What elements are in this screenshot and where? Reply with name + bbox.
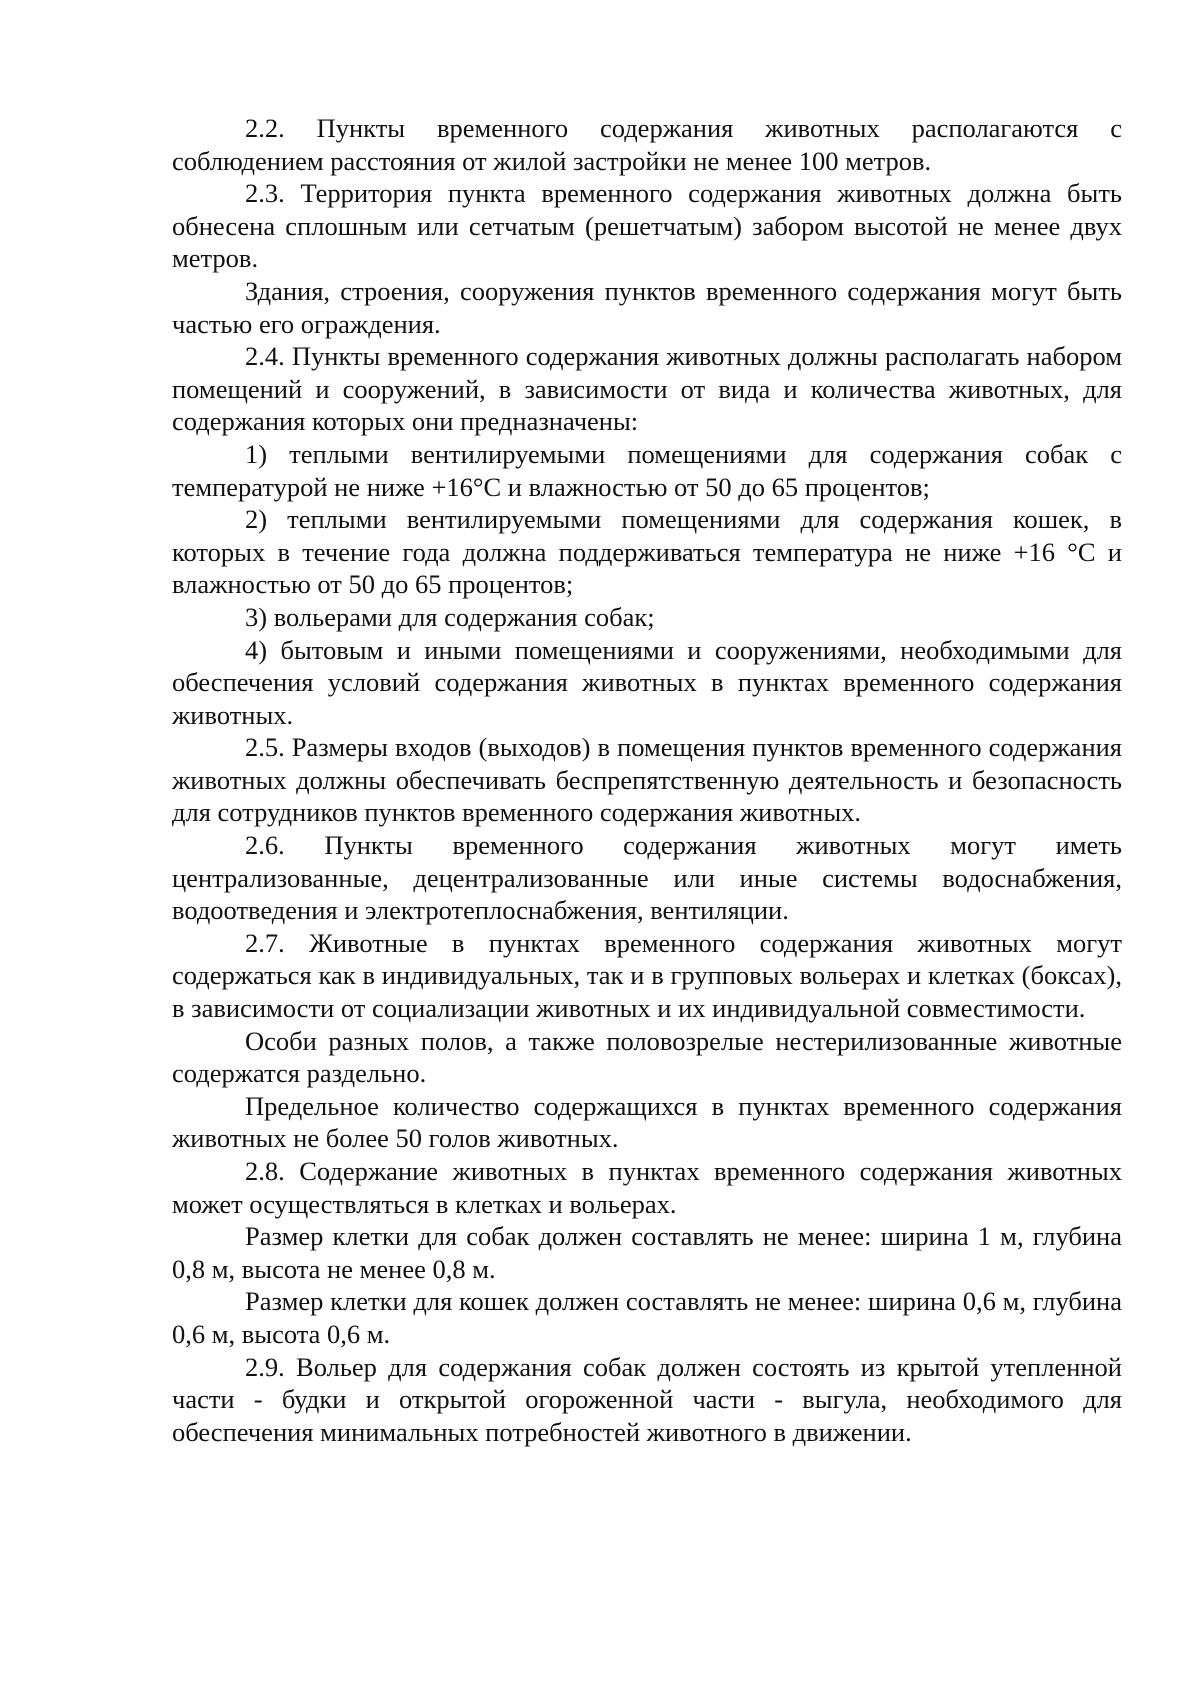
list-item-1: 1) теплыми вентилируемыми помещениями для содержания собак с температурой не ниже +16°С и влажностью от 50 до 65 процентов; xyxy=(172,438,1122,502)
paragraph-2-8: 2.8. Содержание животных в пунктах временного содержания животных может осуществляться в клетках и вольерах. xyxy=(172,1156,1122,1219)
paragraph-2-7: 2.7. Животные в пунктах временного содержания животных могут содержаться как в индивидуальных, так и в групповых вольерах и клетках (боксах), в зависимости от социализации животных и их индивидуальной совместимости. xyxy=(172,927,1122,1024)
list-item-2: 2) теплыми вентилируемыми помещениями для содержания кошек, в которых в течение года должна поддерживаться температура не ниже +16 °С и влажностью от 50 до 65 процентов; xyxy=(172,504,1122,600)
paragraph-dog-cage: Размер клетки для собак должен составлять не менее: ширина 1 м, глубина 0,8 м, высота не менее 0,8 м. xyxy=(172,1221,1122,1284)
paragraph-2-5: 2.5. Размеры входов (выходов) в помещения пунктов временного содержания животных должны обеспечивать беспрепятственную деятельность и безопасность для сотрудников пунктов временного содержания животных. xyxy=(172,732,1122,828)
paragraph-2-2: 2.2. Пункты временного содержания животных располагаются с соблюдением расстояния от жилой застройки не менее 100 метров. xyxy=(172,113,1122,176)
paragraph-limit: Предельное количество содержащихся в пунктах временного содержания животных не более 50 голов животных. xyxy=(172,1090,1122,1154)
list-item-3: 3) вольерами для содержания собак; xyxy=(245,601,655,632)
list-item-4: 4) бытовым и иными помещениями и сооружениями, необходимыми для обеспечения условий содержания животных в пунктах временного содержания животных. xyxy=(172,634,1122,730)
paragraph-2-6: 2.6. Пункты временного содержания животных могут иметь централизованные, децентрализованные или иные системы водоснабжения, водоотведения и электротеплоснабжения, вентиляции. xyxy=(172,830,1122,926)
paragraph-cat-cage: Размер клетки для кошек должен составлять не менее: ширина 0,6 м, глубина 0,6 м, высота 0,6 м. xyxy=(172,1286,1122,1349)
paragraph-2-3: 2.3. Территория пункта временного содержания животных должна быть обнесена сплошным или сетчатым (решетчатым) забором высотой не менее двух метров. xyxy=(172,178,1122,274)
paragraph-2-4: 2.4. Пункты временного содержания животных должны располагать набором помещений и сооружений, в зависимости от вида и количества животных, для содержания которых они предназначены: xyxy=(172,341,1122,437)
document-page xyxy=(172,112,1122,1448)
paragraph-buildings: Здания, строения, сооружения пунктов временного содержания могут быть частью его ограждения. xyxy=(172,275,1122,339)
paragraph-sexes: Особи разных полов, а также половозрелые нестерилизованные животные содержатся раздельно. xyxy=(172,1025,1122,1089)
paragraph-2-9: 2.9. Вольер для содержания собак должен состоять из крытой утепленной части - будки и открытой огороженной части - выгула, необходимого для обеспечения минимальных потребностей животного в движении. xyxy=(172,1351,1122,1447)
